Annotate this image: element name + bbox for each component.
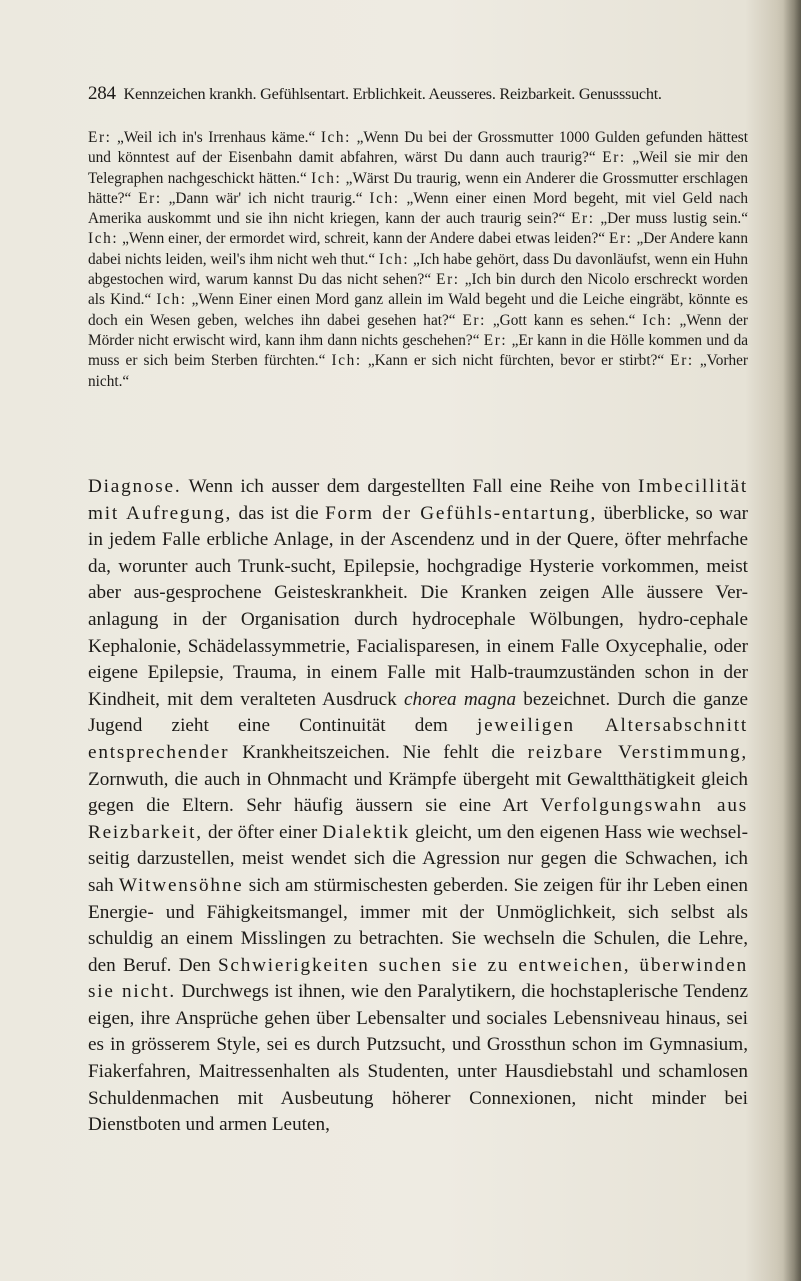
spaced-emphasis: Imbecillität mit Aufregung, (88, 476, 748, 524)
dialogue-line: „Weil ich in's Irrenhaus käme.“ (111, 129, 321, 146)
speaker-ich: Ich: (379, 250, 410, 268)
spaced-emphasis: Witwensöhne (118, 874, 244, 896)
body-text: überblicke, so war in jedem Falle erbliche Anlage, in der Ascendenz und in der Quere, öfter mehrfache da, worunter auch Trunk-sucht, Epilepsie, hochgradige Hysterie vorkommen, meist aber aus-gesprochene Geisteskrankheit. Die Kranken zeigen Alle äussere Ver-anlagung in der Organisation durch hydrocephale Wölbungen, hydro-cephale Kephalonie, Schädelassymmetrie, Facialisparesen, in einem Falle Oxycephalie, oder eigene Epilepsie, Trauma, in einem Falle mit Halb-traumzuständen schon in der Kindheit, mit dem veralteten Ausdruck (88, 502, 748, 710)
spaced-emphasis: Diagnose. (88, 476, 182, 497)
body-text: Wenn ich ausser dem dargestellten Fall eine Reihe von (181, 476, 638, 497)
speaker-ich: Ich: (320, 129, 352, 146)
speaker-er: Er: (483, 331, 508, 349)
dialogue-line: „Kann er sich nicht fürchten, bevor er stirbt?“ (361, 352, 671, 370)
dialogue-line: „Wenn einer einen Mord begeht, mit viel Geld nach Amerika auskommt und sie ihn nicht kriegen, kann der auch traurig sein?“ (88, 189, 748, 228)
speaker-ich: Ich: (642, 311, 673, 329)
spaced-emphasis: Dialektik (322, 821, 411, 843)
speaker-ich: Ich: (331, 352, 362, 370)
dialogue-line: „Wenn einer, der ermordet wird, schreit, kann der Andere dabei etwas leiden?“ (118, 230, 609, 248)
dialogue-paragraph (88, 128, 748, 392)
dialogue-line: „Vorher nicht.“ (88, 352, 749, 390)
dialogue-line: „Dann wär' ich nicht traurig.“ (161, 189, 370, 207)
italic-term: chorea magna (404, 688, 517, 710)
dialogue-line: „Weil sie mir den Telegraphen nachgeschickt hätten.“ (88, 149, 748, 187)
dialogue-line: „Gott kann es sehen.“ (485, 311, 643, 329)
diagnosis-paragraph (88, 474, 748, 1139)
speaker-er: Er: (670, 352, 694, 370)
spaced-emphasis: Verfolgungswahn aus Reizbarkeit, (88, 795, 748, 843)
page-spine-shadow (783, 0, 801, 1281)
dialogue-line: „Ich habe gehört, dass Du davonläufst, wenn ein Huhn abgestochen wird, warum kannst Du das nicht sehen?“ (88, 250, 748, 289)
running-title: Kennzeichen krankh. Gefühlsentart. Erblichkeit. Aeusseres. Reizbarkeit. Genusssucht. (123, 85, 662, 103)
speaker-er: Er: (88, 129, 112, 146)
speaker-ich: Ich: (369, 189, 400, 207)
speaker-er: Er: (602, 149, 626, 167)
body-text: sich am stürmischesten geberden. Sie zeigen für ihr Leben einen Energie- und Fähigkeitsmangel, immer mit der Unmöglichkeit, sich selbst als schuldig an einem Misslingen zu betrachten. Sie wechseln die Schulen, die Lehre, den Beruf. Den (88, 874, 748, 976)
dialogue-line: „Ich bin durch den Nicolo erschreckt worden als Kind.“ (88, 271, 748, 309)
dialogue-line: „Der muss lustig sein.“ (594, 210, 748, 228)
body-text: das ist die (232, 502, 326, 524)
body-text: bezeichnet. Durch die ganze Jugend zieht eine Continuität dem (88, 688, 749, 737)
dialogue-line: „Wenn der Mörder nicht erwischt wird, kann ihm dann nichts geschehen?“ (88, 311, 748, 349)
dialogue-line: „Wärst Du traurig, wenn ein Anderer die Grossmutter erschlagen hätte?“ (88, 169, 748, 207)
body-text: der öfter einer (202, 821, 323, 843)
spaced-emphasis: jeweiligen Altersabschnitt entsprechender (88, 715, 749, 763)
running-header (88, 83, 748, 105)
spaced-emphasis: reizbare Verstimmung, (527, 741, 748, 763)
body-text: Durchwegs ist ihnen, wie den Paralytikern, die hochstaplerische Tendenz eigen, ihre Ansprüche gehen über Lebensalter und sociales Lebensniveau hinaus, sei es in grösserem Style, sei es durch Putzsucht, und Grossthun schon im Gymnasium, Fiakerfahren, Maitressenhalten als Studenten, unter Hausdiebstahl und schamlosen Schuldenmachen mit Ausbeutung höherer Connexionen, nicht minder bei Dienstboten und armen Leuten, (88, 981, 749, 1136)
page-number: 284 (88, 83, 116, 104)
speaker-ich: Ich: (88, 230, 119, 248)
body-text: Krankheitszeichen. Nie fehlt die (229, 741, 528, 763)
body-text: Zornwuth, die auch in Ohnmacht und Krämpfe übergeht mit Gewaltthätigkeit gleich gegen die Eltern. Sehr häufig äussern sie eine Art (88, 768, 748, 817)
speaker-er: Er: (609, 230, 633, 248)
speaker-ich: Ich: (156, 291, 187, 309)
speaker-er: Er: (571, 210, 595, 228)
speaker-ich: Ich: (311, 169, 342, 187)
body-text: gleicht, um den eigenen Hass wie wechsel-seitig darzustellen, meist wendet sich die Agression nur gegen die Schwachen, ich sah (88, 821, 748, 896)
dialogue-line: „Er kann in die Hölle kommen und da muss er sich beim Sterben fürchten.“ (88, 331, 749, 370)
speaker-er: Er: (462, 311, 486, 329)
diagnosis-text (88, 474, 748, 1139)
dialogue-line: „Der Andere kann dabei nichts leiden, weil's ihm nicht weh thut.“ (88, 230, 748, 268)
speaker-er: Er: (138, 189, 162, 207)
spaced-emphasis: Form der Gefühls-entartung, (325, 502, 598, 524)
spaced-emphasis: Schwierigkeiten suchen sie zu entweichen, überwinden sie nicht. (88, 954, 748, 1003)
dialogue-text (88, 128, 748, 392)
dialogue-line: „Wenn Einer einen Mord ganz allein im Wald begeht und die Leiche eingräbt, könnte es doch ein Wesen geben, welches ihn dabei gesehen hat?“ (88, 291, 748, 329)
dialogue-line: „Wenn Du bei der Grossmutter 1000 Gulden gefunden hättest und könntest auf der Eisenbahn damit abfahren, wärst Du dann auch traurig?“ (88, 129, 748, 167)
speaker-er: Er: (436, 271, 460, 289)
